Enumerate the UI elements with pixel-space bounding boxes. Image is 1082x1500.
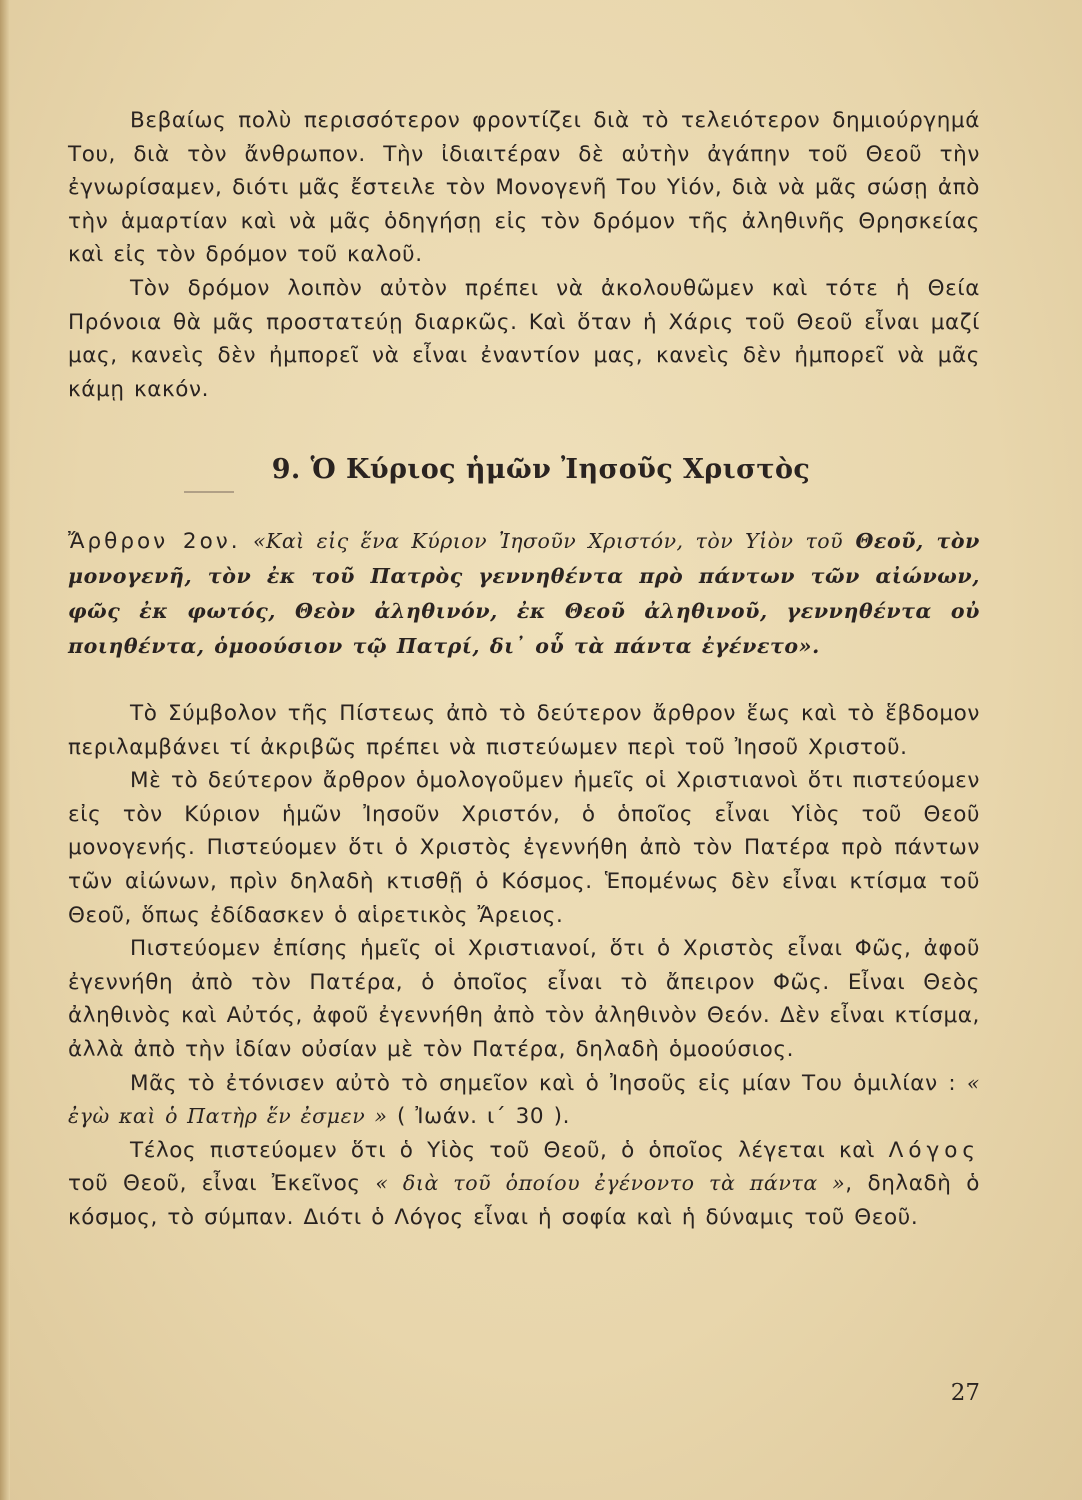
page-edge-shadow [0, 0, 10, 1500]
body-paragraph-5 [68, 1134, 980, 1235]
intro-paragraph-1: Βεβαίως πολὺ περισσότερον φροντίζει διὰ τὸ τελειότερον δημιούργημά Του, διὰ τὸν ἄνθρωπον. Τὴν ἰδιαιτέραν δὲ αὐτὴν ἀγάπην τοῦ Θεοῦ τὴν ἐγνωρίσαμεν, διότι μᾶς ἔστειλε τὸν Μονογενῆ Του Υἱόν, διὰ νὰ μᾶς σώσῃ ἀπὸ τὴν ἁμαρτίαν καὶ νὰ μᾶς ὁδηγήσῃ εἰς τὸν δρόμον τῆς ἀληθινῆς Θρησκείας καὶ εἰς τὸν δρόμον τοῦ καλοῦ. [68, 108, 980, 268]
intro-paragraph-2: Τὸν δρόμον λοιπὸν αὐτὸν πρέπει νὰ ἀκολουθῶμεν καὶ τότε ἡ Θεία Πρόνοια θὰ μᾶς προστατεύῃ διαρκῶς. Καὶ ὅταν ἡ Χάρις τοῦ Θεοῦ εἶναι μαζί μας, κανεὶς δὲν ἠμπορεῖ νὰ εἶναι ἐναντίον μας, κανεὶς δὲν ἠμπορεῖ νὰ μᾶς κάμῃ κακόν. [68, 275, 980, 402]
p4-reference: ( Ἰωάν. ι΄ 30 ). [387, 1104, 571, 1130]
page-number: 27 [950, 1380, 980, 1406]
heading-ink-mark [184, 491, 234, 493]
section-heading: 9. Ὁ Κύριος ἡμῶν Ἰησοῦς Χριστὸς [271, 454, 811, 485]
body-text [68, 697, 980, 1235]
creed-quote-rest: Θεοῦ, τὸν μονογενῆ, τὸν ἐκ τοῦ Πατρὸς γεννηθέντα πρὸ πάντων τῶν αἰώνων, φῶς ἐκ φωτός, Θεὸν ἀληθινόν, ἐκ Θεοῦ ἀληθινοῦ, γεννηθέντα οὐ ποιηθέντα, ὁμοούσιον τῷ Πατρί, δι᾿ οὗ τὰ πάντα ἐγένετο». [68, 529, 980, 658]
p5-text-start: Τέλος πιστεύομεν ὅτι ὁ Υἱὸς τοῦ Θεοῦ, ὁ ὁποῖος λέγεται καὶ [130, 1137, 889, 1163]
creed-article [68, 524, 980, 664]
p5-text-end: , δηλαδὴ ὁ κόσμος, τὸ σύμπαν. Διότι ὁ Λόγος εἶναι ἡ σοφία καὶ ἡ δύναμις τοῦ Θεοῦ. [68, 1171, 980, 1230]
body-paragraph-2: Μὲ τὸ δεύτερον ἄρθρον ὁμολογοῦμεν ἡμεῖς οἱ Χριστιανοὶ ὅτι πιστεύομεν εἰς τὸν Κύριον ἡμῶν Ἰησοῦν Χριστόν, ὁ ὁποῖος εἶναι Υἱὸς τοῦ Θεοῦ μονογενής. Πιστεύομεν ὅτι ὁ Χριστὸς ἐγεννήθη ἀπὸ τὸν Πατέρα πρὸ πάντων τῶν αἰώνων, πρὶν δηλαδὴ κτισθῇ ὁ Κόσμος. Ἑπομένως δὲν εἶναι κτίσμα τοῦ Θεοῦ, ὅπως ἐδίδασκεν ὁ αἱρετικὸς Ἄρειος. [68, 768, 980, 928]
p5-logos-word: Λόγος [888, 1137, 980, 1163]
p5-text-mid: τοῦ Θεοῦ, εἶναι Ἐκεῖνος [68, 1171, 376, 1197]
article-label: Ἄρθρον 2ον. [68, 529, 241, 554]
p5-quote: « διὰ τοῦ ὁποίου ἐγένοντο τὰ πάντα » [375, 1171, 846, 1196]
p4-text-start: Μᾶς τὸ ἐτόνισεν αὐτὸ τὸ σημεῖον καὶ ὁ Ἰησοῦς εἰς μίαν Του ὁμιλίαν : [130, 1070, 967, 1096]
intro-text [68, 104, 980, 406]
body-paragraph-1: Τὸ Σύμβολον τῆς Πίστεως ἀπὸ τὸ δεύτερον ἄρθρον ἕως καὶ τὸ ἕβδομον περιλαμβάνει τί ἀκριβῶς πρέπει νὰ πιστεύωμεν περὶ τοῦ Ἰησοῦ Χριστοῦ. [68, 701, 980, 760]
creed-quote-start: «Καὶ εἰς ἕνα Κύριον Ἰησοῦν Χριστόν, τὸν Υἱὸν τοῦ [252, 529, 844, 553]
body-paragraph-3: Πιστεύομεν ἐπίσης ἡμεῖς οἱ Χριστιανοί, ὅτι ὁ Χριστὸς εἶναι Φῶς, ἀφοῦ ἐγεννήθη ἀπὸ τὸν Πατέρα, ὁ ὁποῖος εἶναι τὸ ἄπειρον Φῶς. Εἶναι Θεὸς ἀληθινὸς καὶ Αὐτός, ἀφοῦ ἐγεννήθη ἀπὸ τὸν ἀληθινὸν Θεόν. Δὲν εἶναι κτίσμα, ἀλλὰ ἀπὸ τὴν ἰδίαν οὐσίαν μὲ τὸν Πατέρα, δηλαδὴ ὁμοούσιος. [68, 936, 980, 1062]
body-paragraph-4 [68, 1067, 980, 1134]
p4-quote: « ἐγὼ καὶ ὁ Πατὴρ ἕν ἐσμεν » [68, 1070, 980, 1129]
